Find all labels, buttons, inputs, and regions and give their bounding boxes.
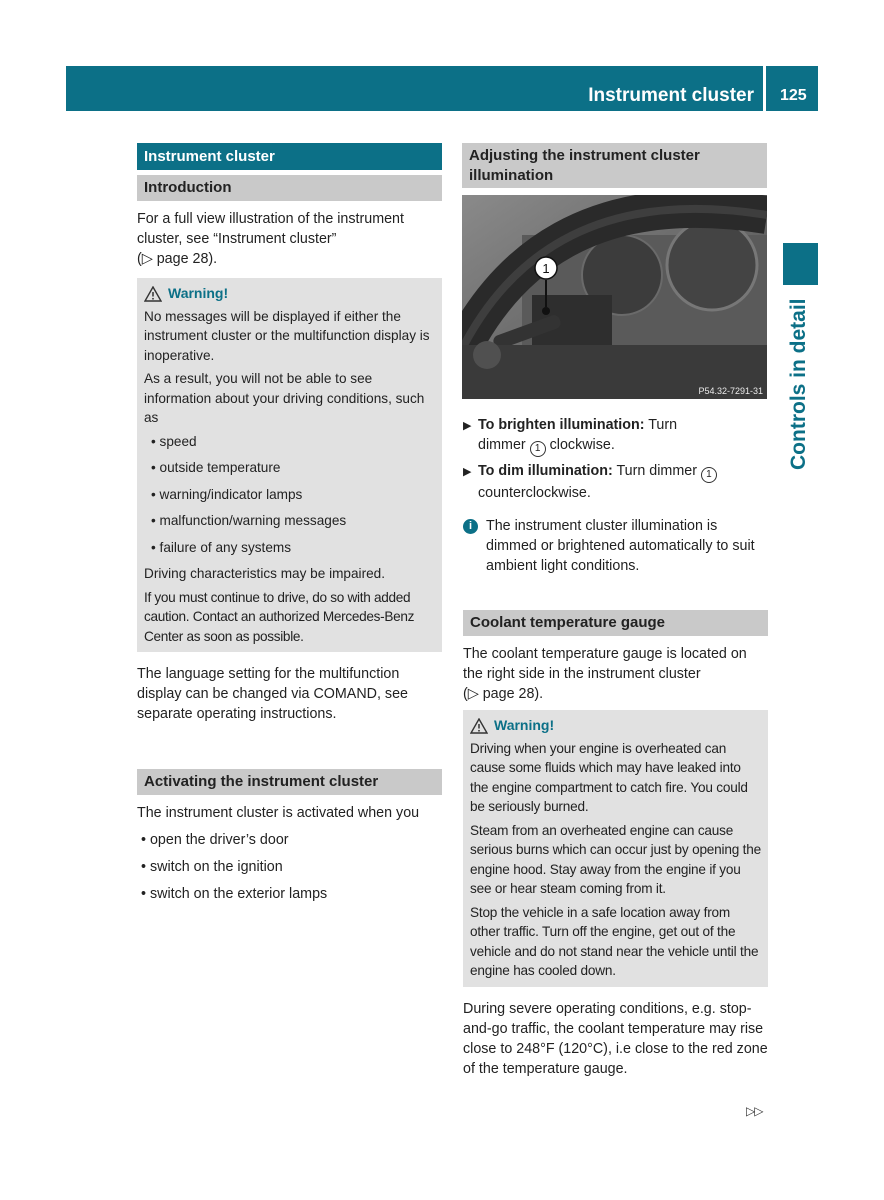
list-item: • speed	[151, 433, 197, 449]
info-icon: i	[463, 519, 478, 534]
callout-1-icon: 1	[530, 441, 546, 457]
intro-line: For a full view illustration of the instrument	[137, 211, 404, 227]
list-item: • failure of any systems	[151, 539, 292, 555]
warning-triangle-icon	[470, 718, 488, 734]
warning-text: Driving when your engine is overheated can cause some fluids which may have leaked into the engine compartment to catch fire. You could be seriously burned.	[470, 740, 748, 814]
callout-1-icon: 1	[701, 467, 717, 483]
continue-marker: ▷▷	[746, 1104, 763, 1118]
list-item: • outside temperature	[151, 460, 281, 475]
list-item: • open the driver’s door	[141, 832, 289, 848]
intro-line: cluster, see “Instrument cluster”	[137, 231, 337, 247]
photo-callout-label: 1	[542, 261, 550, 276]
right-column-body	[463, 415, 769, 1079]
warning-header	[144, 284, 435, 304]
warning-triangle-icon	[144, 286, 162, 302]
severe-conditions-paragraph: During severe operating conditions, e.g. stop-and-go traffic, the coolant temperature may rise close to 248°F (120°C), i.e close to the red zone of the temperature gauge.	[463, 1000, 768, 1077]
language-paragraph: The language setting for the multifunction display can be changed via COMAND, see separate operating instructions.	[137, 666, 408, 722]
page-header	[66, 66, 818, 111]
list-item: • switch on the exterior lamps	[141, 886, 328, 902]
chapter-label: Controls in detail	[787, 298, 810, 470]
section-title: Instrument cluster	[137, 143, 442, 170]
steering-wheel-illustration	[462, 195, 767, 399]
warning-text: If you must continue to drive, do so with added caution. Contact an authorized Mercedes-Benz Center as soon as possible.	[144, 589, 415, 644]
intro-page-link[interactable]: (▷ page 28).	[137, 251, 218, 267]
dimmer-photo	[462, 195, 767, 399]
intro-heading: Introduction	[137, 175, 442, 201]
warning-text: Steam from an overheated engine can cause serious burns which can occur just by opening the engine hood. Stay away from the engine if you see or hear steam coming from it.	[470, 822, 761, 896]
activating-paragraph: The instrument cluster is activated when you	[137, 805, 420, 821]
warning-title: Warning!	[494, 717, 555, 733]
warning-text: Driving characteristics may be impaired.	[144, 566, 385, 581]
chapter-tab	[783, 243, 818, 285]
list-item: • switch on the ignition	[141, 859, 283, 875]
info-text: The instrument cluster illumination is dimmed or brightened automatically to suit ambient light conditions.	[486, 518, 755, 574]
list-item: • warning/indicator lamps	[151, 486, 303, 502]
warning-box	[463, 710, 768, 987]
activating-heading: Activating the instrument cluster	[137, 769, 442, 795]
warning-header	[470, 716, 761, 736]
step-arrow-icon: ▶	[463, 466, 472, 478]
list-item: • malfunction/warning messages	[151, 513, 347, 528]
warning-text: As a result, you will not be able to see information about your driving conditions, such as	[144, 371, 425, 425]
step-arrow-icon: ▶	[463, 420, 472, 432]
instruction-step: ▶ To brighten illumination: Turn dimmer 1 clockwise.	[463, 415, 769, 457]
adjust-heading: Adjusting the instrument cluster illumination	[462, 143, 767, 188]
coolant-page-link[interactable]: (▷ page 28).	[463, 686, 544, 702]
coolant-paragraph: The coolant temperature gauge is located on the right side in the instrument cluster (▷ page 28).	[463, 644, 769, 704]
header-divider	[763, 66, 766, 111]
warning-title: Warning!	[168, 285, 229, 301]
header-title: Instrument cluster	[588, 85, 754, 106]
warning-box	[137, 278, 442, 652]
right-column	[462, 143, 767, 188]
figure-reference: P54.32-7291-31	[698, 386, 763, 396]
warning-text: Stop the vehicle in a safe location away from other traffic. Turn off the engine, get out of the vehicle and do not stand near the vehicle until the engine has cooled down.	[470, 904, 759, 978]
info-note	[463, 516, 769, 576]
page-number: 125	[780, 87, 807, 104]
warning-text: No messages will be displayed if either the instrument cluster or the multifunction display is inoperative.	[144, 308, 430, 363]
instruction-step: ▶ To dim illumination: Turn dimmer 1 counterclockwise.	[463, 461, 769, 503]
intro-paragraph	[137, 209, 442, 269]
left-column	[137, 143, 442, 911]
coolant-heading: Coolant temperature gauge	[463, 610, 768, 636]
